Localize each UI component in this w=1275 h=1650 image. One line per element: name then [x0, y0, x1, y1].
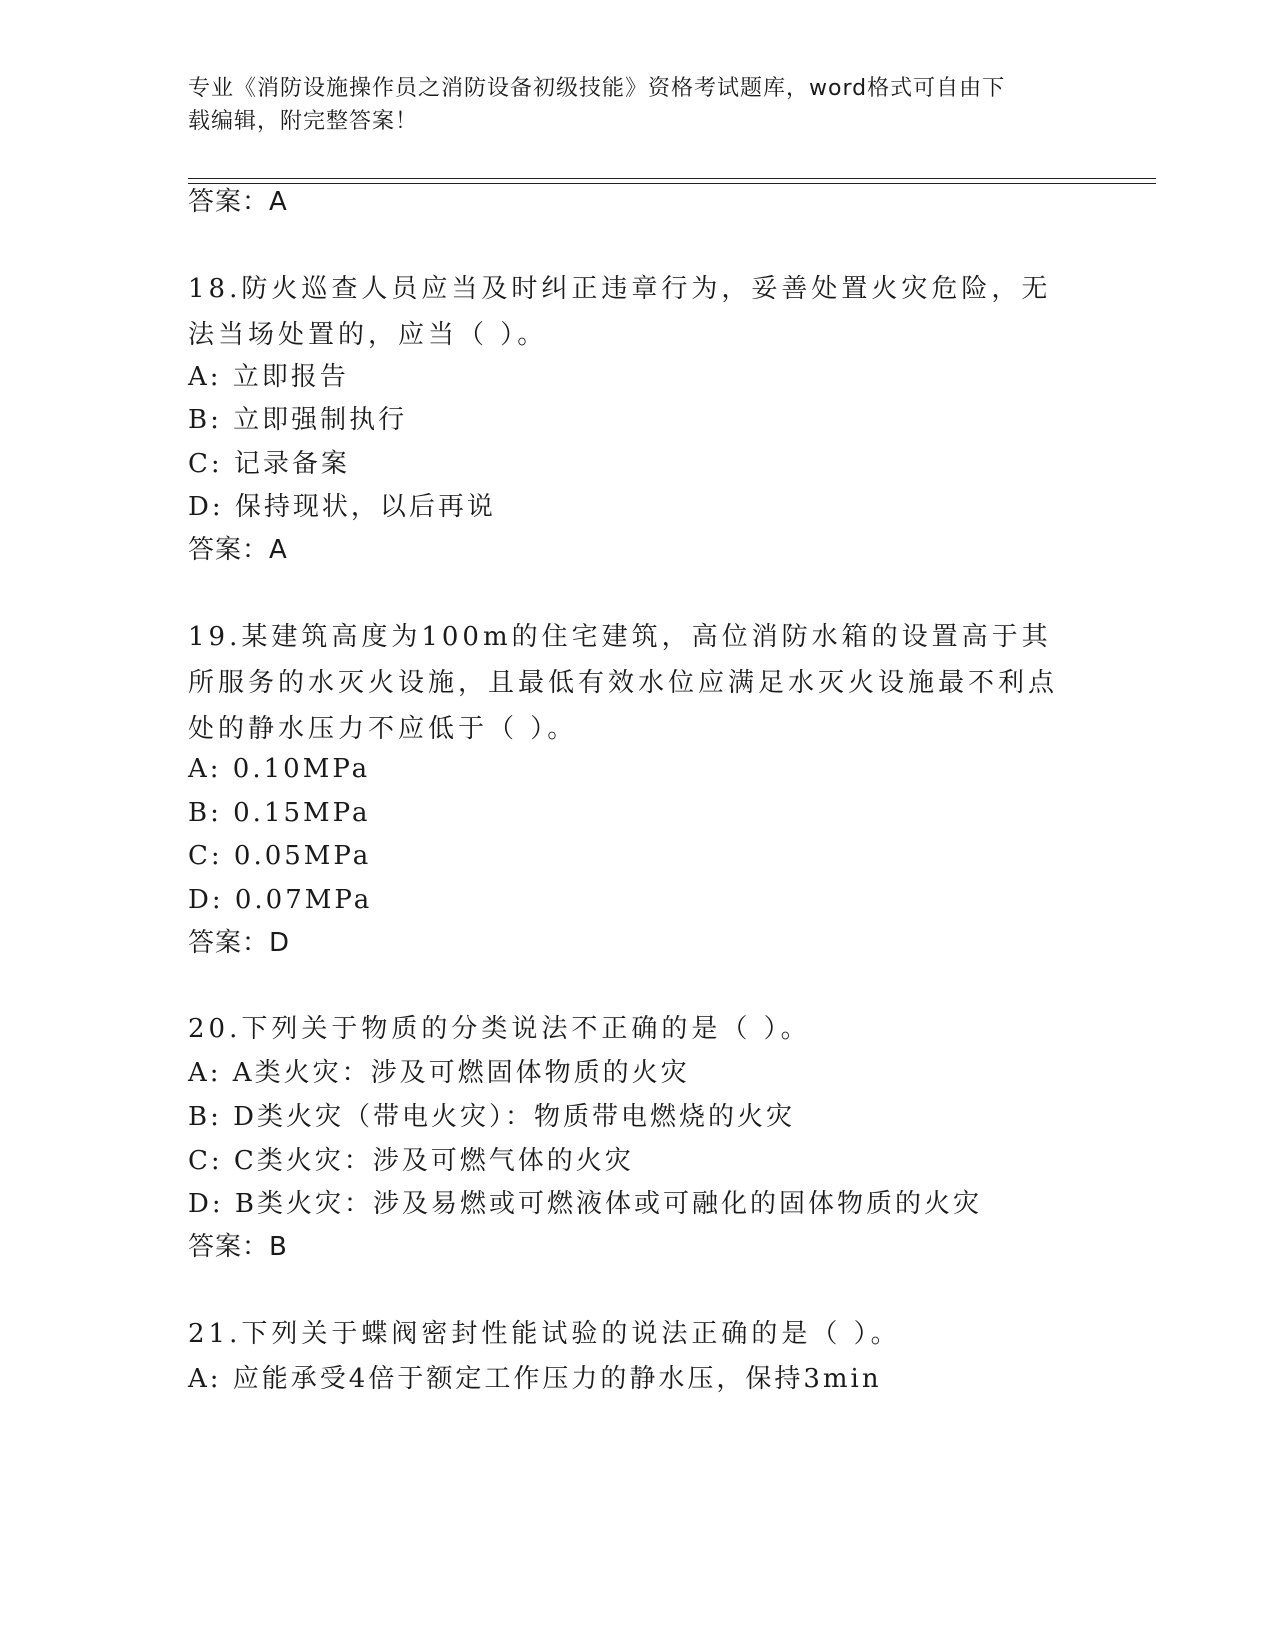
question-21-option-a: A: 应能承受4倍于额定工作压力的静水压，保持3min: [188, 1364, 882, 1394]
question-18-stem: 18.防火巡查人员应当及时纠正违章行为，妥善处置火灾危险，无法当场处置的，应当（ ）。: [188, 274, 1052, 350]
question-20-option-d: D: B类火灾：涉及易燃或可燃液体或可融化的固体物质的火灾: [188, 1189, 982, 1219]
header-divider-top: [188, 178, 1156, 179]
question-20-stem: 20.下列关于物质的分类说法不正确的是（ ）。: [188, 1014, 811, 1044]
question-18-option-a: A: 立即报告: [188, 362, 349, 392]
question-19-option-a: A: 0.10MPa: [188, 754, 371, 784]
answer-19: 答案：D: [188, 928, 291, 958]
question-19-stem: 19.某建筑高度为100m的住宅建筑，高位消防水箱的设置高于其所服务的水灭火设施，且最低有效水位应满足水灭火设施最不利点处的静水压力不应低于（ ）。: [188, 622, 1059, 744]
question-21-stem: 21.下列关于蝶阀密封性能试验的说法正确的是（ ）。: [188, 1319, 901, 1349]
answer-20: 答案：B: [188, 1232, 288, 1262]
question-19-option-c: C: 0.05MPa: [188, 841, 372, 871]
question-20-option-c: C: C类火灾：涉及可燃气体的火灾: [188, 1146, 634, 1176]
question-20-option-b: B: D类火灾（带电火灾）：物质带电燃烧的火灾: [188, 1102, 795, 1132]
header-line-1: 专业《消防设施操作员之消防设备初级技能》资格考试题库，word格式可自由下: [188, 76, 1006, 101]
document-header: [188, 72, 1088, 138]
question-18-option-b: B: 立即强制执行: [188, 405, 408, 435]
question-19-option-d: D: 0.07MPa: [188, 885, 373, 915]
question-18-option-d: D: 保持现状，以后再说: [188, 492, 496, 522]
question-19-option-b: B: 0.15MPa: [188, 798, 371, 828]
header-line-2: 载编辑，附完整答案！: [188, 109, 419, 134]
header-divider-bottom: [188, 183, 1156, 184]
answer-18: 答案：A: [188, 535, 288, 565]
question-18-option-c: C: 记录备案: [188, 449, 350, 479]
question-20-option-a: A: A类火灾：涉及可燃固体物质的火灾: [188, 1058, 690, 1088]
answer-17: 答案：A: [188, 187, 288, 217]
